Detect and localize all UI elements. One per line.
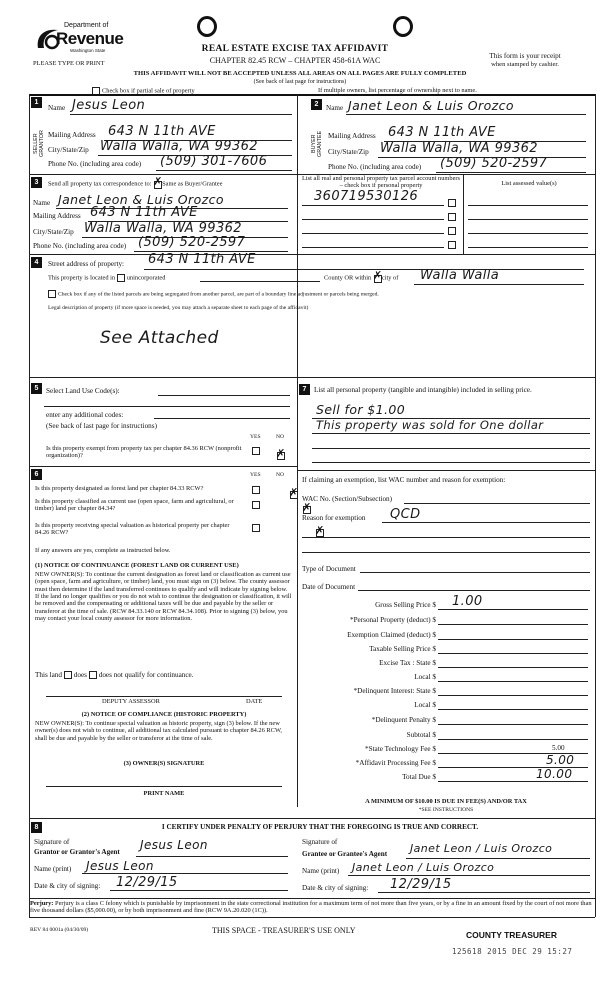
personal-property-label: List all personal property (tangible and intangible) included in selling price. <box>314 386 532 394</box>
delinq-local-line <box>438 709 588 710</box>
grantor-date-label: Date & city of signing: <box>34 882 101 890</box>
total-line <box>438 781 588 782</box>
punch-hole-left <box>197 16 217 37</box>
historic-question: Is this property receiving special valuation as historical property per chapter 84.26 RCW? <box>35 522 230 537</box>
exemption-claimed-line <box>438 639 588 640</box>
land-use-line-2 <box>44 406 290 407</box>
delinq-state-label: *Delinquent Interest: State $ <box>353 687 436 695</box>
reason-line-2 <box>302 537 590 538</box>
section-4-top <box>29 254 595 255</box>
buyer-mail[interactable]: 643 N 11th AVE <box>388 125 496 140</box>
assessed-line-3 <box>468 233 588 234</box>
deputy-line <box>46 696 282 697</box>
seller-city[interactable]: Walla Walla, WA 99362 <box>100 139 258 154</box>
grantor-date-line <box>110 890 288 891</box>
grantor-date[interactable]: 12/29/15 <box>116 875 178 890</box>
buyer-side-label: BUYER GRANTEE <box>311 130 323 158</box>
see-instructions: *SEE INSTRUCTIONS <box>418 807 474 813</box>
penalty-label: *Delinquent Penalty $ <box>371 716 436 724</box>
buyer-name-line <box>346 114 586 115</box>
receipt-line2: when stamped by cashier. <box>491 61 559 68</box>
reason-line <box>382 522 590 523</box>
tech-fee-value: 5.00 <box>552 744 565 752</box>
land-use-yes: YES <box>250 434 261 440</box>
personal-deduct-label: *Personal Property (deduct) $ <box>349 616 436 624</box>
seller-phone-label: Phone No. (including area code) <box>48 160 142 168</box>
street-line <box>144 269 584 270</box>
unincorporated-label: unincorporated <box>126 274 166 282</box>
frame-mid-lower <box>297 377 298 807</box>
this-land-label: This land <box>35 671 62 679</box>
exempt-question: Is this property exempt from property tax per chapter 84.36 RCW (nonprofit organization)? <box>46 445 242 460</box>
certify-text: I CERTIFY UNDER PENALTY OF PERJURY THAT THE FOREGOING IS TRUE AND CORRECT. <box>161 823 479 831</box>
parcel-line-2 <box>302 219 444 220</box>
corr-city-label: City/State/Zip <box>33 228 74 236</box>
frame-top <box>29 94 595 96</box>
taxable-label: Taxable Selling Price $ <box>369 645 436 653</box>
buyer-phone[interactable]: (509) 520-2597 <box>440 156 548 171</box>
gross-label: Gross Selling Price $ <box>375 601 436 609</box>
does-not-checkbox[interactable] <box>89 671 97 679</box>
grantor-sig-line <box>136 856 288 857</box>
subtotal-line <box>438 739 588 740</box>
date-doc-line <box>358 590 590 591</box>
grantor-sig-label: Signature of <box>34 838 70 846</box>
buyer-city-label: City/State/Zip <box>328 148 369 156</box>
continuance-text: NEW OWNER(S): To continue the current designation as forest land or classification as current use (open space, farm and agriculture, or timber) land, you must sign on (3) below. The county assessor must then determine if the land transferred continues to qualify and will indicate by signing below. If the land no longer qualifies or you do not wish to continue the designation or classification, it will be removed and the compensating or additional taxes will be due and payable by the seller or transferor at the time of sale. (RCW 84.33.140 or RCW 84.34.108). Prior to signing (3) below, you may contact your local county assessor for more information. <box>35 571 292 623</box>
gross-line <box>438 609 588 610</box>
grantee-sig-line <box>406 858 590 859</box>
send-correspondence-label: Send all property tax correspondence to: <box>48 180 152 188</box>
county-within <box>324 274 398 282</box>
corr-phone[interactable]: (509) 520-2597 <box>138 235 246 250</box>
corr-name[interactable]: Janet Leon & Luis Orozco <box>58 192 224 207</box>
parcel-checkbox-2[interactable] <box>448 213 456 221</box>
county-label: County OR within <box>324 274 372 282</box>
frame-bottom <box>29 898 595 899</box>
frame-left <box>29 94 30 917</box>
exemption-label: If claiming an exemption, list WAC number and reason for exemption: <box>302 476 506 484</box>
excise-state-line <box>438 667 588 668</box>
type-doc-line <box>360 572 590 573</box>
personal-line-4 <box>312 462 590 463</box>
wac-line <box>404 503 590 504</box>
section-6-top <box>29 466 297 467</box>
forest-yes-checkbox[interactable] <box>252 486 260 494</box>
form-title: REAL ESTATE EXCISE TAX AFFIDAVIT <box>201 44 389 54</box>
land-use-see-back: (See back of last page for instructions) <box>46 422 157 430</box>
street-address[interactable]: 643 N 11th AVE <box>148 252 256 267</box>
land-use-label: Select Land Use Code(s): <box>46 387 120 395</box>
land-use-line <box>158 395 290 396</box>
grantor-agent-label: Grantor or Grantor's Agent <box>34 848 120 856</box>
property-city-line <box>414 284 584 285</box>
segregated-checkbox[interactable] <box>48 290 56 298</box>
perjury-label: Perjury: <box>30 900 54 907</box>
grantee-agent-label: Grantee or Grantee's Agent <box>302 850 388 858</box>
exemption-claimed-label: Exemption Claimed (deduct) $ <box>347 631 436 639</box>
multiple-owners: If multiple owners, list percentage of ownership next to name. <box>318 87 477 94</box>
any-yes-note: If any answers are yes, complete as instructed below. <box>35 547 171 554</box>
section-5-top <box>29 377 595 378</box>
assessed-line-2 <box>468 219 588 220</box>
gross-value[interactable]: 1.00 <box>452 594 483 609</box>
exempt-yes-checkbox[interactable] <box>252 447 260 455</box>
rev-number: REV 84 0001a (04/30/09) <box>30 927 89 933</box>
excise-local-line <box>438 681 588 682</box>
segregated-label: Check box if any of the listed parcels are being segregated from another parcel, are part of a boundary line adjustment or parcels being merged. <box>58 291 379 298</box>
fully-completed-notice: THIS AFFIDAVIT WILL NOT BE ACCEPTED UNLESS ALL AREAS ON ALL PAGES ARE FULLY COMPLETED <box>133 70 467 77</box>
form-chapter: CHAPTER 82.45 RCW – CHAPTER 458-61A WAC <box>209 56 381 65</box>
deputy-label: DEPUTY ASSESSOR <box>102 698 160 705</box>
legal-label: Legal description of property (if more space is needed, you may attach a separate sheet to each page of the affidavit) <box>48 305 309 311</box>
minimum-note: A MINIMUM OF $10.00 IS DUE IN FEE(S) AND/OR TAX <box>365 798 527 805</box>
seller-name[interactable]: Jesus Leon <box>72 98 146 113</box>
parcel-checkbox-4[interactable] <box>448 241 456 249</box>
buyer-phone-label: Phone No. (including area code) <box>328 163 422 171</box>
personal-deduct-line <box>438 624 588 625</box>
city-of-checkbox[interactable] <box>373 274 382 282</box>
street-label: Street address of property: <box>48 260 125 268</box>
reason-label: Reason for exemption <box>302 514 366 522</box>
treasurer-space: THIS SPACE - TREASURER'S USE ONLY <box>212 926 356 935</box>
section-8-number: 8 <box>31 822 42 833</box>
punch-hole-right <box>393 16 413 37</box>
parcel-line-4 <box>302 247 444 248</box>
buyer-phone-line <box>436 172 586 173</box>
dor-logo <box>34 18 124 58</box>
current-use-yes-checkbox[interactable] <box>252 501 260 509</box>
assessed-line-4 <box>468 247 588 248</box>
processing-fee-value[interactable]: 5.00 <box>546 753 575 767</box>
does-not-label: does not <box>98 671 123 679</box>
exemption-top <box>297 470 595 471</box>
partial-sale-label: Check box if partial sale of property <box>102 87 195 95</box>
please-type: PLEASE TYPE OR PRINT <box>33 60 105 67</box>
grantor-print-label: Name (print) <box>34 865 72 873</box>
print-name-line <box>46 786 282 787</box>
grantee-print-label: Name (print) <box>302 867 340 875</box>
segregated-row <box>48 290 588 298</box>
type-doc-label: Type of Document <box>302 565 356 573</box>
total-label: Total Due $ <box>402 773 436 781</box>
section-7-number: 7 <box>299 384 310 395</box>
this-land-row <box>35 671 194 680</box>
tech-fee-label: *State Technology Fee $ <box>364 745 436 753</box>
does-label: does <box>73 671 87 679</box>
qualify-label: qualify for continuance. <box>124 671 194 679</box>
agency-line3: Washington State <box>70 48 106 53</box>
buyer-city[interactable]: Walla Walla, WA 99362 <box>380 141 538 156</box>
grantee-signature[interactable]: Janet Leon / Luis Orozco <box>410 842 553 855</box>
same-as-buyer-label: Same as Buyer/Grantee <box>162 180 223 188</box>
corr-phone-label: Phone No. (including area code) <box>33 242 127 250</box>
continuance-title: (1) NOTICE OF CONTINUANCE (FOREST LAND OR CURRENT USE) <box>35 562 239 569</box>
treasurer-stamp: 125618 2015 DEC 29 15:27 <box>452 947 573 956</box>
excise-state-label: Excise Tax : State $ <box>379 659 436 667</box>
sec6-no: NO <box>276 472 285 478</box>
section-4-number: 4 <box>31 257 42 268</box>
seller-name-label: Name <box>48 104 66 112</box>
grantee-date-label: Date & city of signing: <box>302 884 369 892</box>
parcel-header: List all real and personal property tax parcel account numbers – check box if personal property <box>301 175 461 190</box>
section-8-top <box>29 818 595 819</box>
agency-line1: Department of <box>64 22 109 29</box>
unincorporated-line <box>200 281 320 282</box>
see-back-note: (See back of last page for instructions) <box>253 79 347 85</box>
section-3-number: 3 <box>31 177 42 188</box>
land-use-no: NO <box>276 434 285 440</box>
seller-name-line <box>70 114 292 115</box>
frame-right <box>595 94 596 917</box>
located-label: This property is located in <box>48 274 116 282</box>
personal-property-line1[interactable]: Sell for $1.00 <box>316 402 406 417</box>
parcel-checkbox-1[interactable] <box>448 199 456 207</box>
grantee-print[interactable]: Janet Leon / Luis Orozco <box>352 861 495 874</box>
delinq-state-line <box>438 695 588 696</box>
buyer-mail-label: Mailing Address <box>328 132 376 140</box>
grantee-sig-label: Signature of <box>302 838 338 846</box>
grantor-print-line <box>82 873 288 874</box>
county-treasurer: COUNTY TREASURER <box>466 930 557 940</box>
personal-line-2 <box>312 433 590 434</box>
penalty-line <box>438 724 588 725</box>
seller-city-label: City/State/Zip <box>48 146 89 154</box>
parcel-line-3 <box>302 233 444 234</box>
perjury-text: Perjury is a class C felony which is punishable by imprisonment in the state correctional institution for a maximum term of not more than five years, or by a fine in an amount fixed by the court of not more than five thousand dollars ($5,000.00), or by both imprisonment and fine (RCW 9A.20.020 (1C)). <box>30 900 592 915</box>
corr-mail-label: Mailing Address <box>33 212 81 220</box>
property-city[interactable]: Walla Walla <box>420 268 500 283</box>
personal-property-line2[interactable]: This property was sold for One dollar <box>316 418 544 432</box>
owner-signature-label: (3) OWNER(S) SIGNATURE <box>123 760 205 767</box>
additional-codes-line <box>154 418 290 419</box>
grantor-print[interactable]: Jesus Leon <box>86 859 154 873</box>
legal-description[interactable]: See Attached <box>100 328 219 348</box>
historic-no-checkbox[interactable] <box>315 528 324 536</box>
date-doc-label: Date of Document <box>302 583 356 591</box>
wac-label: WAC No. (Section/Subsection) <box>302 495 393 503</box>
city-of-label: city of <box>381 274 399 282</box>
assessed-line-1 <box>468 205 588 206</box>
grantee-date-line <box>378 892 590 893</box>
footer-rule <box>29 917 595 918</box>
forest-no-checkbox[interactable] <box>289 490 298 498</box>
compliance-text: NEW OWNER(S): To continue special valuation as historic property, sign (3) below. If the new owner(s) does not wish to continue, all additional tax calculated pursuant to chapter 84.26 RCW, shall be due and payable by the seller or transferor at the time of sale. <box>35 720 282 742</box>
total-value[interactable]: 10.00 <box>536 767 573 781</box>
exempt-no-checkbox[interactable] <box>276 451 285 459</box>
grantee-print-line <box>348 875 590 876</box>
seller-phone-line <box>156 170 292 171</box>
frame-mid-top <box>297 94 298 377</box>
parcel-number[interactable]: 360719530126 <box>314 189 419 204</box>
personal-line-3 <box>312 448 590 449</box>
forest-question: Is this property designated as forest land per chapter 84.33 RCW? <box>35 485 204 492</box>
assessed-header: List assessed value(s) <box>501 180 557 187</box>
same-as-buyer-checkbox[interactable] <box>153 180 162 188</box>
reason-line-3 <box>302 552 590 553</box>
excise-local-label: Local $ <box>414 673 436 681</box>
receipt-line1: This form is your receipt <box>489 52 561 60</box>
seller-side-label: SELLER GRANTOR <box>33 130 45 158</box>
grantee-date[interactable]: 12/29/15 <box>390 877 452 892</box>
buyer-name[interactable]: Janet Leon & Luis Orozco <box>348 98 514 113</box>
processing-fee-label: *Affidavit Processing Fee $ <box>355 759 436 767</box>
unincorporated-checkbox[interactable] <box>117 274 125 282</box>
seller-phone[interactable]: (509) 301-7606 <box>160 154 268 169</box>
send-correspondence <box>48 180 222 188</box>
section-2-number: 2 <box>311 99 322 110</box>
buyer-name-label: Name <box>326 104 344 112</box>
corr-mail[interactable]: 643 N 11th AVE <box>90 205 198 220</box>
reason-value[interactable]: QCD <box>390 507 421 522</box>
grantor-signature[interactable]: Jesus Leon <box>140 838 208 852</box>
located-in <box>48 274 165 282</box>
seller-mail-label: Mailing Address <box>48 131 96 139</box>
sec6-yes: YES <box>250 472 261 478</box>
section-5-number: 5 <box>31 383 42 394</box>
parcel-divider <box>463 174 464 254</box>
deputy-date-label: DATE <box>246 698 263 705</box>
corr-name-label: Name <box>33 199 51 207</box>
does-checkbox[interactable] <box>64 671 72 679</box>
seller-mail[interactable]: 643 N 11th AVE <box>108 124 216 139</box>
historic-yes-checkbox[interactable] <box>252 524 260 532</box>
additional-codes-label: enter any additional codes: <box>46 411 124 419</box>
perjury-note <box>30 900 596 915</box>
current-use-question: Is this property classified as current use (open space, farm and agricultural, or timber) land per chapter 84.34? <box>35 498 234 513</box>
taxable-line <box>438 653 588 654</box>
section-6-number: 6 <box>31 469 42 480</box>
delinq-local-label: Local $ <box>414 701 436 709</box>
subtotal-label: Subtotal $ <box>406 731 436 739</box>
parcel-checkbox-3[interactable] <box>448 227 456 235</box>
compliance-title: (2) NOTICE OF COMPLIANCE (HISTORIC PROPERTY) <box>81 711 247 718</box>
current-use-no-checkbox[interactable] <box>302 505 311 513</box>
section-1-number: 1 <box>31 97 42 108</box>
parcel-line-1 <box>302 205 444 206</box>
corr-city[interactable]: Walla Walla, WA 99362 <box>84 221 242 236</box>
print-name-label: PRINT NAME <box>143 790 185 797</box>
agency-line2: Revenue <box>56 29 124 48</box>
